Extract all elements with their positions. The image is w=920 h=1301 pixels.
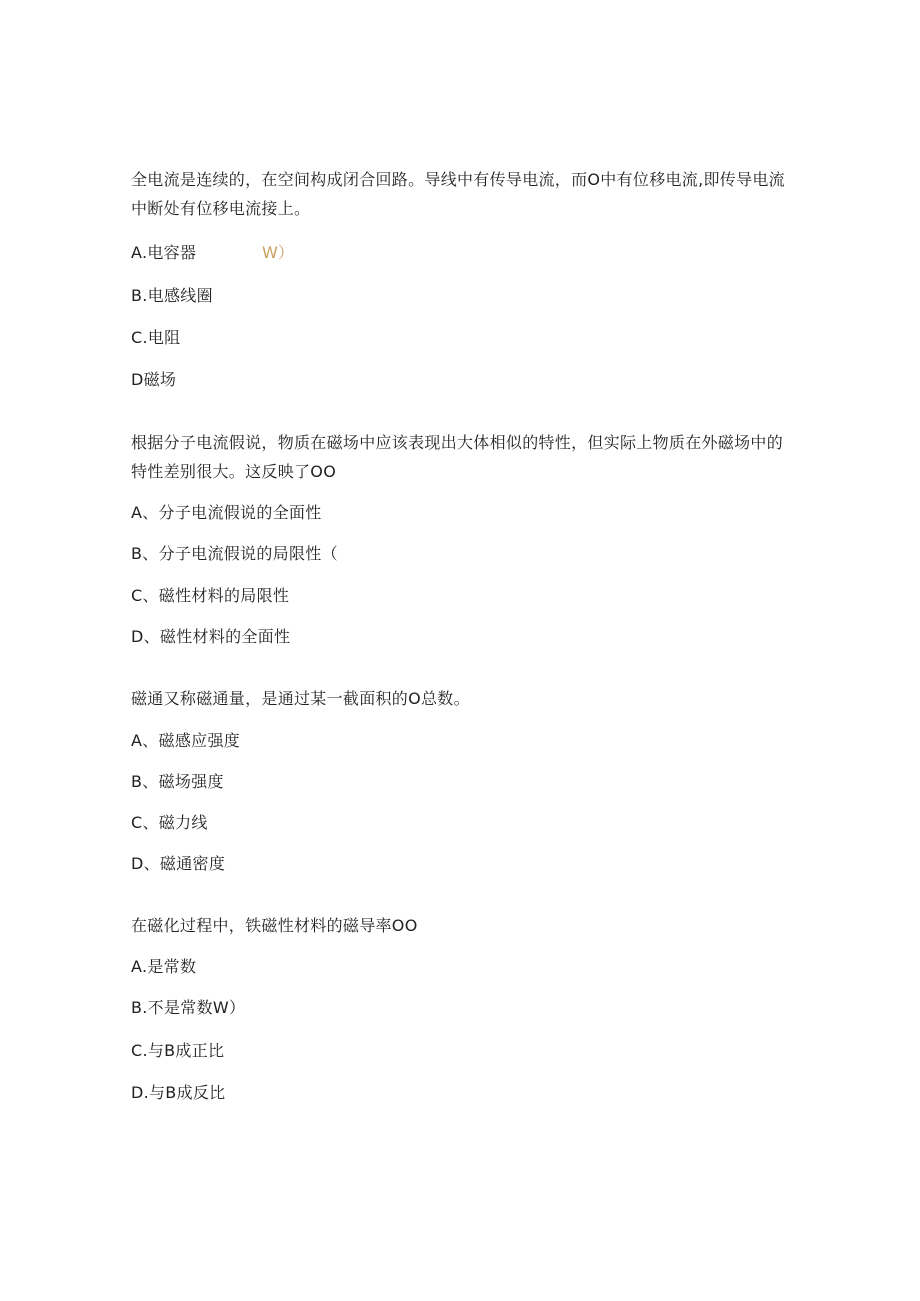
- question-4-option-a: A.是常数: [131, 957, 197, 976]
- answer-mark: W）: [262, 243, 294, 262]
- question-3-option-c: C、磁力线: [131, 813, 208, 832]
- question-4-option-b: B.不是常数W）: [131, 998, 246, 1017]
- question-stem: 磁通又称磁通量，是通过某一截面积的O总数。: [131, 689, 470, 708]
- question-3: [131, 684, 791, 713]
- question-3-option-d: D、磁通密度: [131, 854, 226, 873]
- question-1-option-c: C.电阻: [131, 328, 181, 347]
- question-stem: 在磁化过程中，铁磁性材料的磁导率OO: [131, 916, 418, 935]
- question-4-option-c: C.与B成正比: [131, 1041, 225, 1060]
- question-1-option-d: D磁场: [131, 370, 177, 389]
- question-3-option-a: A、磁感应强度: [131, 731, 241, 750]
- question-1: [131, 165, 791, 223]
- question-2-option-c: C、磁性材料的局限性: [131, 586, 290, 605]
- question-stem: 根据分子电流假说，物质在磁场中应该表现出大体相似的特性，但实际上物质在外磁场中的特性差别很大。这反映了OO: [131, 433, 784, 481]
- question-4-option-d: D.与B成反比: [131, 1083, 226, 1102]
- question-2: [131, 428, 791, 486]
- question-stem: 全电流是连续的，在空间构成闭合回路。导线中有传导电流，而O中有位移电流,即传导电流中断处有位移电流接上。: [131, 170, 785, 218]
- question-2-option-d: D、磁性材料的全面性: [131, 627, 291, 646]
- question-2-option-a: A、分子电流假说的全面性: [131, 503, 322, 522]
- question-1-option-b: B.电感线圈: [131, 286, 213, 305]
- question-1-option-a: A.电容器: [131, 243, 197, 262]
- question-4: [131, 911, 791, 940]
- question-3-option-b: B、磁场强度: [131, 772, 224, 791]
- question-2-option-b: B、分子电流假说的局限性（: [131, 544, 338, 563]
